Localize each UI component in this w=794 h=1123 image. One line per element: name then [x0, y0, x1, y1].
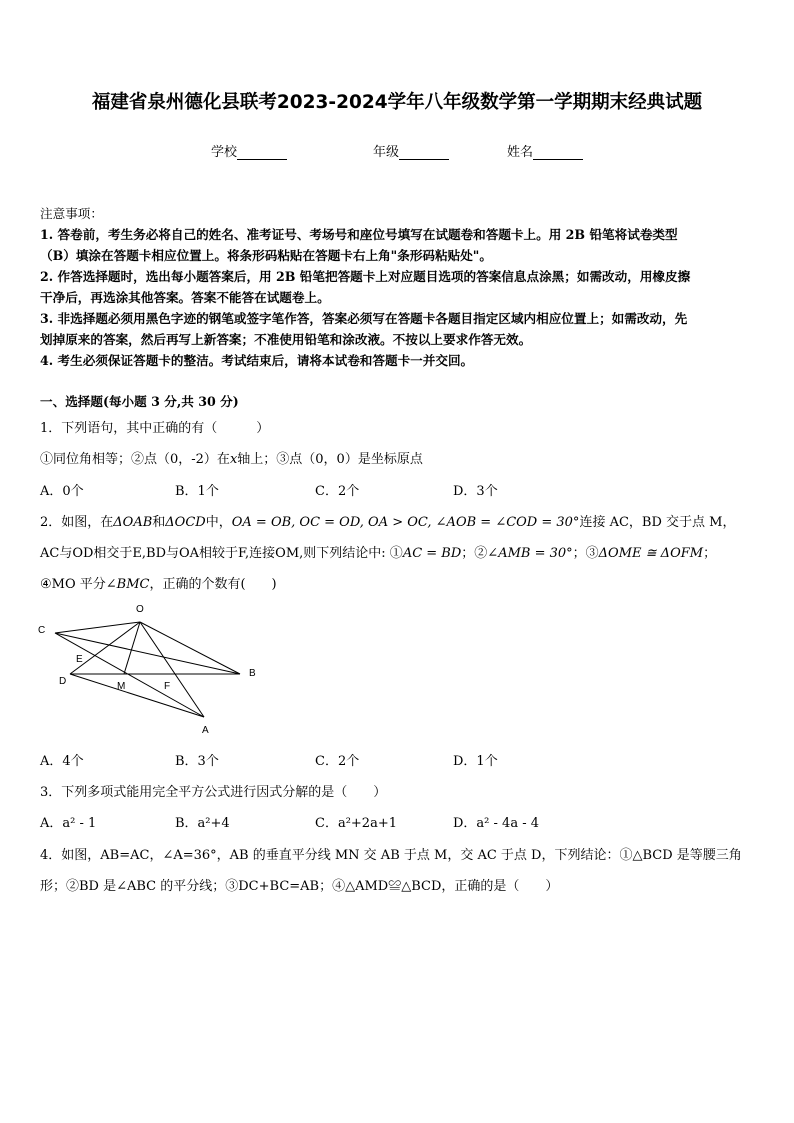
q4-line-1: 4．如图，AB=AC，∠A=36°，AB 的垂直平分线 MN 交 AB 于点 M，交 AC 于点 D，下列结论：①△BCD 是等腰三角 [40, 848, 742, 863]
segment-OB [140, 622, 240, 674]
q4-line-2: 形；②BD 是∠ABC 的平分线；③DC+BC=AB；④△AMD≌△BCD，正确的是（ ） [40, 879, 559, 894]
point-label-C: C [38, 625, 46, 636]
q2-option-a[interactable]: A．4个 [40, 754, 84, 769]
q1-statement-text: ①同位角相等；②点（0，-2）在 [40, 452, 230, 467]
segment-DA [70, 674, 204, 717]
q2-text: 连接 AC，BD 交于点 M， [579, 515, 736, 530]
q2-text: 2．如图，在 [40, 515, 114, 530]
notice-line: 3. 非选择题必须用黑色字迹的钢笔或签字笔作答，答案必须写在答题卡各题目指定区域内相应位置上；如需改动，先 [40, 311, 688, 326]
q2-text: ，正确的个数有( ) [149, 577, 277, 592]
q1-statements [40, 448, 423, 467]
notice-line: 2. 作答选择题时，选出每小题答案后，用 2B 铅笔把答题卡上对应题目选项的答案信息点涂黑；如需改动，用橡皮擦 [40, 269, 691, 284]
notice-line: 4. 考生必须保证答题卡的整洁。考试结束后，请将本试卷和答题卡一并交回。 [40, 353, 474, 368]
q3-option-b[interactable]: B．a²+4 [175, 816, 230, 831]
grade-blank[interactable] [399, 145, 449, 160]
q2-text: 中， [205, 515, 232, 530]
notice-line: 1. 答卷前，考生务必将自己的姓名、准考证号、考场号和座位号填写在试题卷和答题卡上。用 2B 铅笔将试卷类型 [40, 227, 678, 242]
q2-text: ④MO 平分 [40, 577, 106, 592]
q2-line-2 [40, 542, 716, 561]
name-field [507, 141, 583, 160]
q2-line-1 [40, 511, 735, 530]
point-label-D: D [59, 676, 67, 687]
q3-option-c[interactable]: C．a²+2a+1 [315, 816, 397, 831]
segment-CA [55, 633, 204, 717]
grade-label: 年级 [373, 145, 400, 160]
notice-line: （B）填涂在答题卡相应位置上。将条形码粘贴在答题卡右上角"条形码粘贴处"。 [40, 248, 492, 263]
q3-stem: 3．下列多项式能用完全平方公式进行因式分解的是（ ） [40, 785, 387, 800]
name-blank[interactable] [533, 145, 583, 160]
segment-CB [55, 633, 240, 674]
q2-math: ΔOME ≅ ΔOFM [598, 546, 704, 561]
q2-option-d[interactable]: D．1个 [453, 754, 498, 769]
q1-option-a[interactable]: A．0个 [40, 484, 84, 499]
q3-option-d[interactable]: D．a² - 4a - 4 [453, 816, 539, 831]
q2-math: ΔOCD [165, 515, 206, 530]
point-label-B: B [249, 668, 256, 679]
notice-line: 划掉原来的答案，然后再写上新答案；不准使用铅笔和涂改液。不按以上要求作答无效。 [40, 332, 532, 347]
q2-text: ；② [461, 546, 488, 561]
q3-option-a[interactable]: A．a² - 1 [40, 816, 97, 831]
q1-stem: 1．下列语句，其中正确的有（ ） [40, 421, 270, 436]
point-label-A: A [202, 725, 209, 736]
q2-option-b[interactable]: B．3个 [175, 754, 219, 769]
page-title: 福建省泉州德化县联考2023-2024学年八年级数学第一学期期末经典试题 [91, 92, 703, 113]
grade-field [373, 141, 449, 160]
school-blank[interactable] [237, 145, 287, 160]
notice-heading: 注意事项： [40, 206, 103, 221]
q2-line-3 [40, 573, 277, 592]
point-label-F: F [164, 681, 171, 692]
segment-OA [140, 622, 204, 717]
segment-OM [124, 622, 140, 674]
q2-math: ∠BMC [105, 577, 150, 592]
q2-math: AC = BD [402, 546, 462, 561]
point-label-O: O [136, 604, 144, 615]
q2-option-c[interactable]: C．2个 [315, 754, 360, 769]
name-label: 姓名 [507, 145, 534, 160]
q2-math: ΔOAB [113, 515, 153, 530]
q2-math: ∠AMB = 30° [487, 546, 573, 561]
point-label-E: E [76, 654, 83, 665]
q2-figure [30, 598, 270, 743]
q2-text: 和 [152, 515, 166, 530]
school-label: 学校 [211, 145, 238, 160]
notice-line: 干净后，再选涂其他答案。答案不能答在试题卷上。 [40, 290, 330, 305]
q2-text: ； [703, 546, 717, 561]
q1-option-d[interactable]: D．3个 [453, 484, 498, 499]
q1-option-c[interactable]: C．2个 [315, 484, 360, 499]
q1-statement-var: x [229, 452, 238, 467]
q2-text: AC与OD相交于E,BD与OA相较于F,连接OM,则下列结论中: ① [40, 546, 403, 561]
q1-option-b[interactable]: B．1个 [175, 484, 219, 499]
q1-statement-text: 轴上；③点（0，0）是坐标原点 [237, 452, 423, 467]
point-label-M: M [117, 681, 126, 692]
q2-text: ；③ [572, 546, 599, 561]
section-heading: 一、选择题(每小题 3 分,共 30 分) [40, 394, 239, 409]
school-field [211, 141, 287, 160]
q2-math: OA = OB, OC = OD, OA > OC, ∠AOB = ∠COD = 30° [231, 515, 580, 530]
